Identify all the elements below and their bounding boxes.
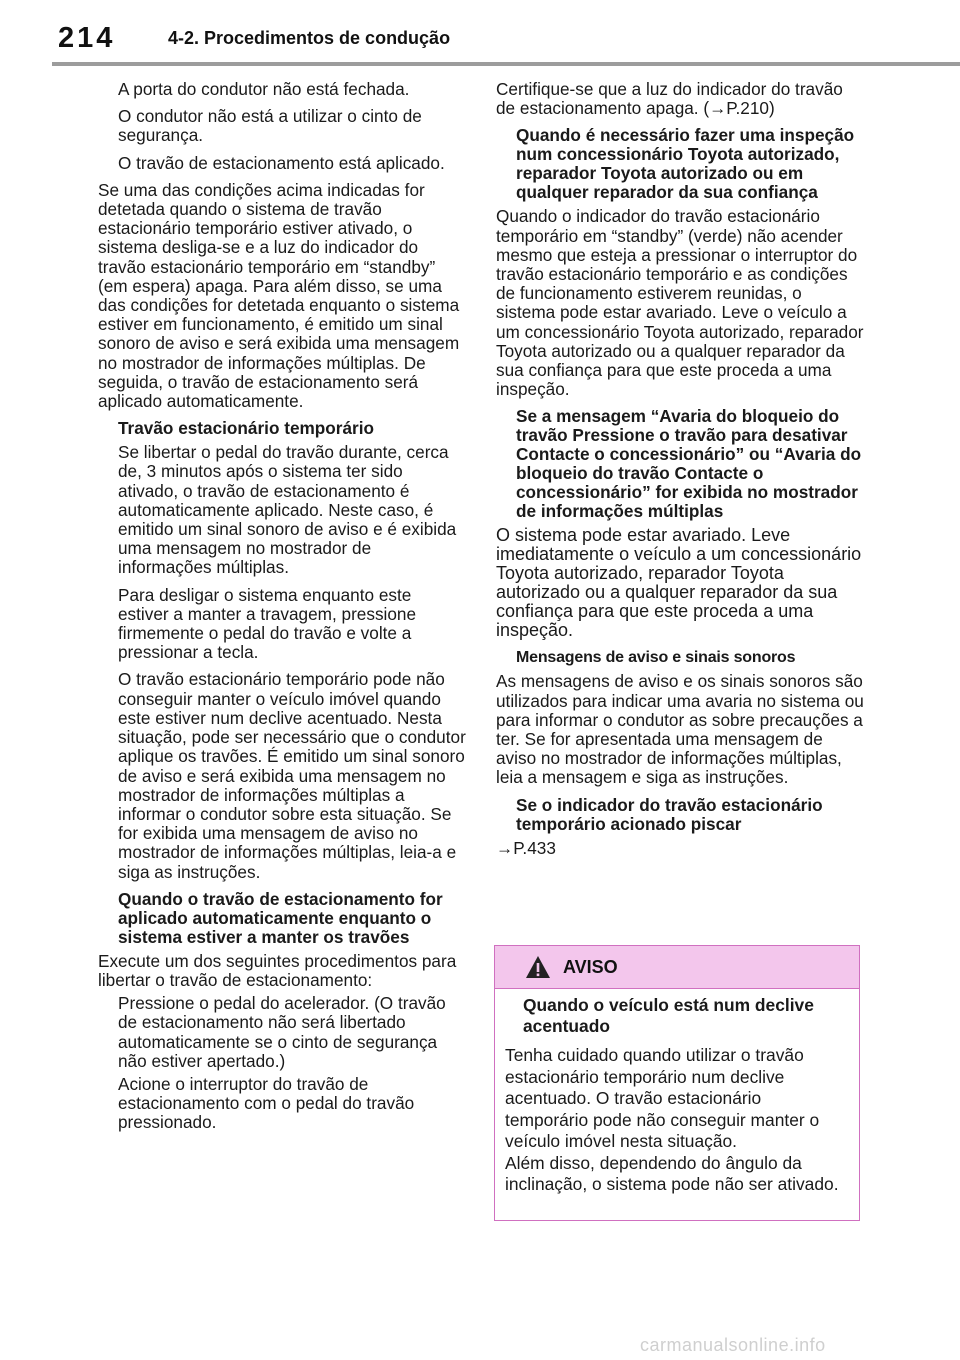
- warning-label: AVISO: [563, 957, 618, 977]
- heading-auto-applied: Quando o travão de estacionamento for aplicado automaticamente enquanto o sistema estiver a manter os travões: [118, 888, 443, 947]
- condition-door: A porta do condutor não está fechada.: [118, 79, 410, 99]
- paragraph-warning-messages: As mensagens de aviso e os sinais sonoros são utilizados para indicar uma avaria no sistema ou para informar o condutor as sobre precauções a ter. Se for apresentada uma mensagem de aviso no mostrador de informações múltiplas, leia a mensagem e siga as instruções.: [496, 671, 864, 788]
- right-column: [496, 80, 864, 862]
- paragraph-system-malfunction: O sistema pode estar avariado. Leve imediatamente o veículo a um concessionário Toyota autorizado, reparador Toyota autorizado ou a qualquer reparador da sua confiança para que este proceda a uma inspeção.: [496, 525, 862, 641]
- page-number: 214: [58, 22, 116, 54]
- paragraph-release-pedal: Se libertar o pedal do travão durante, cerca de, 3 minutos após o sistema ter sido ativado, o travão de estacionamento é automaticamente aplicado. Neste caso, é emitido um sinal sonoro de aviso e é exibida uma mensagem no mostrador de informações múltiplas.: [118, 442, 457, 578]
- warning-box: [494, 945, 860, 1221]
- warning-text: Tenha cuidado quando utilizar o travão estacionário temporário num declive acentuado. O travão estacionário temporário pode não conseguir manter o veículo imóvel nesta situação.: [505, 1045, 820, 1151]
- heading-indicator-flashing: Se o indicador do travão estacionário temporário acionado piscar: [516, 794, 823, 834]
- procedure-accelerator: Pressione o pedal do acelerador. (O travão de estacionamento não será libertado automaticamente se o cinto de segurança não estiver apertado.): [118, 993, 446, 1071]
- heading-inspection: Quando é necessário fazer uma inspeção num concessionário Toyota autorizado, reparador Toyota autorizado ou em qualquer reparador da sua confiança: [516, 125, 855, 203]
- warning-text-extra: Além disso, dependendo do ângulo da inclinação, o sistema pode não ser ativado.: [505, 1152, 839, 1194]
- page-header: [0, 0, 960, 64]
- warning-header: [495, 946, 859, 989]
- warning-heading: Quando o veículo está num declive acentuado: [523, 995, 814, 1036]
- left-column: [98, 80, 466, 1137]
- heading-temporary-brake: Travão estacionário temporário: [118, 418, 374, 439]
- page-reference-link[interactable]: →P.433: [496, 837, 556, 858]
- header-divider: [52, 62, 960, 66]
- warning-triangle-icon: [525, 955, 551, 979]
- paragraph-turn-off-system: Para desligar o sistema enquanto este estiver a manter a travagem, pressione firmemente o pedal do travão e volte a pressionar a tecla.: [118, 584, 417, 663]
- paragraph-standby-indicator: Quando o indicador do travão estacionário temporário em “standby” (verde) não acender mesmo que esteja a pressionar o interruptor do travão estacionário temporário e as condições de funcionamento estiverem reunidas, o sistema pode estar avariado. Leve o veículo a um concessionário Toyota autorizado, reparador Toyota autorizado ou a qualquer reparador da sua confiança para que este proceda a uma inspeção.: [496, 206, 864, 400]
- footer-watermark: carmanualsonline.info: [640, 1335, 826, 1355]
- section-title: 4-2. Procedimentos de condução: [168, 28, 451, 48]
- paragraph-indicator-off: Certifique-se que a luz do indicador do travão de estacionamento apaga. (→P.210): [496, 79, 843, 119]
- condition-parking-brake: O travão de estacionamento está aplicado.: [118, 152, 445, 173]
- heading-malfunction-message: Se a mensagem “Avaria do bloqueio do travão Pressione o travão para desativar Contacte o concessionário” ou “Avaria do bloqueio do travão Contacte o concessionário” for exibida no mostrador de informações múltiplas: [516, 406, 862, 522]
- paragraph-procedures: Execute um dos seguintes procedimentos para libertar o travão de estacionamento:: [98, 950, 457, 990]
- condition-seatbelt: O condutor não está a utilizar o cinto de segurança.: [118, 106, 422, 146]
- heading-warning-messages: Mensagens de aviso e sinais sonoros: [516, 649, 796, 667]
- paragraph-steep-slope: O travão estacionário temporário pode não conseguir manter o veículo imóvel quando este estiver num declive acentuado. Nesta situação, pode ser necessário que o condutor aplique os travões. É emitido um sinal sonoro de aviso e será exibida uma mensagem no mostrador de informações múltiplas a informar o condutor sobre esta situação. Se for exibida uma mensagem de aviso no mostrador de informações múltiplas, leia-a e siga as instruções.: [118, 669, 466, 882]
- warning-body: [495, 989, 859, 1196]
- paragraph-conditions-detected: Se uma das condições acima indicadas for detetada quando o sistema de travão estacionário temporário estiver ativado, o sistema desliga-se e a luz do indicador do travão estacionário temporário em “standby” (em espera) apaga. Para além disso, se uma das condições for detetada enquanto o sistema estiver em funcionamento, é emitido um sinal sonoro de aviso e será exibida uma mensagem no mostrador de informações múltiplas. De seguida, o travão de estacionamento será aplicado automaticamente.: [98, 179, 460, 412]
- procedure-parking-switch: Acione o interruptor do travão de estacionamento com o pedal do travão pressionado.: [118, 1073, 415, 1133]
